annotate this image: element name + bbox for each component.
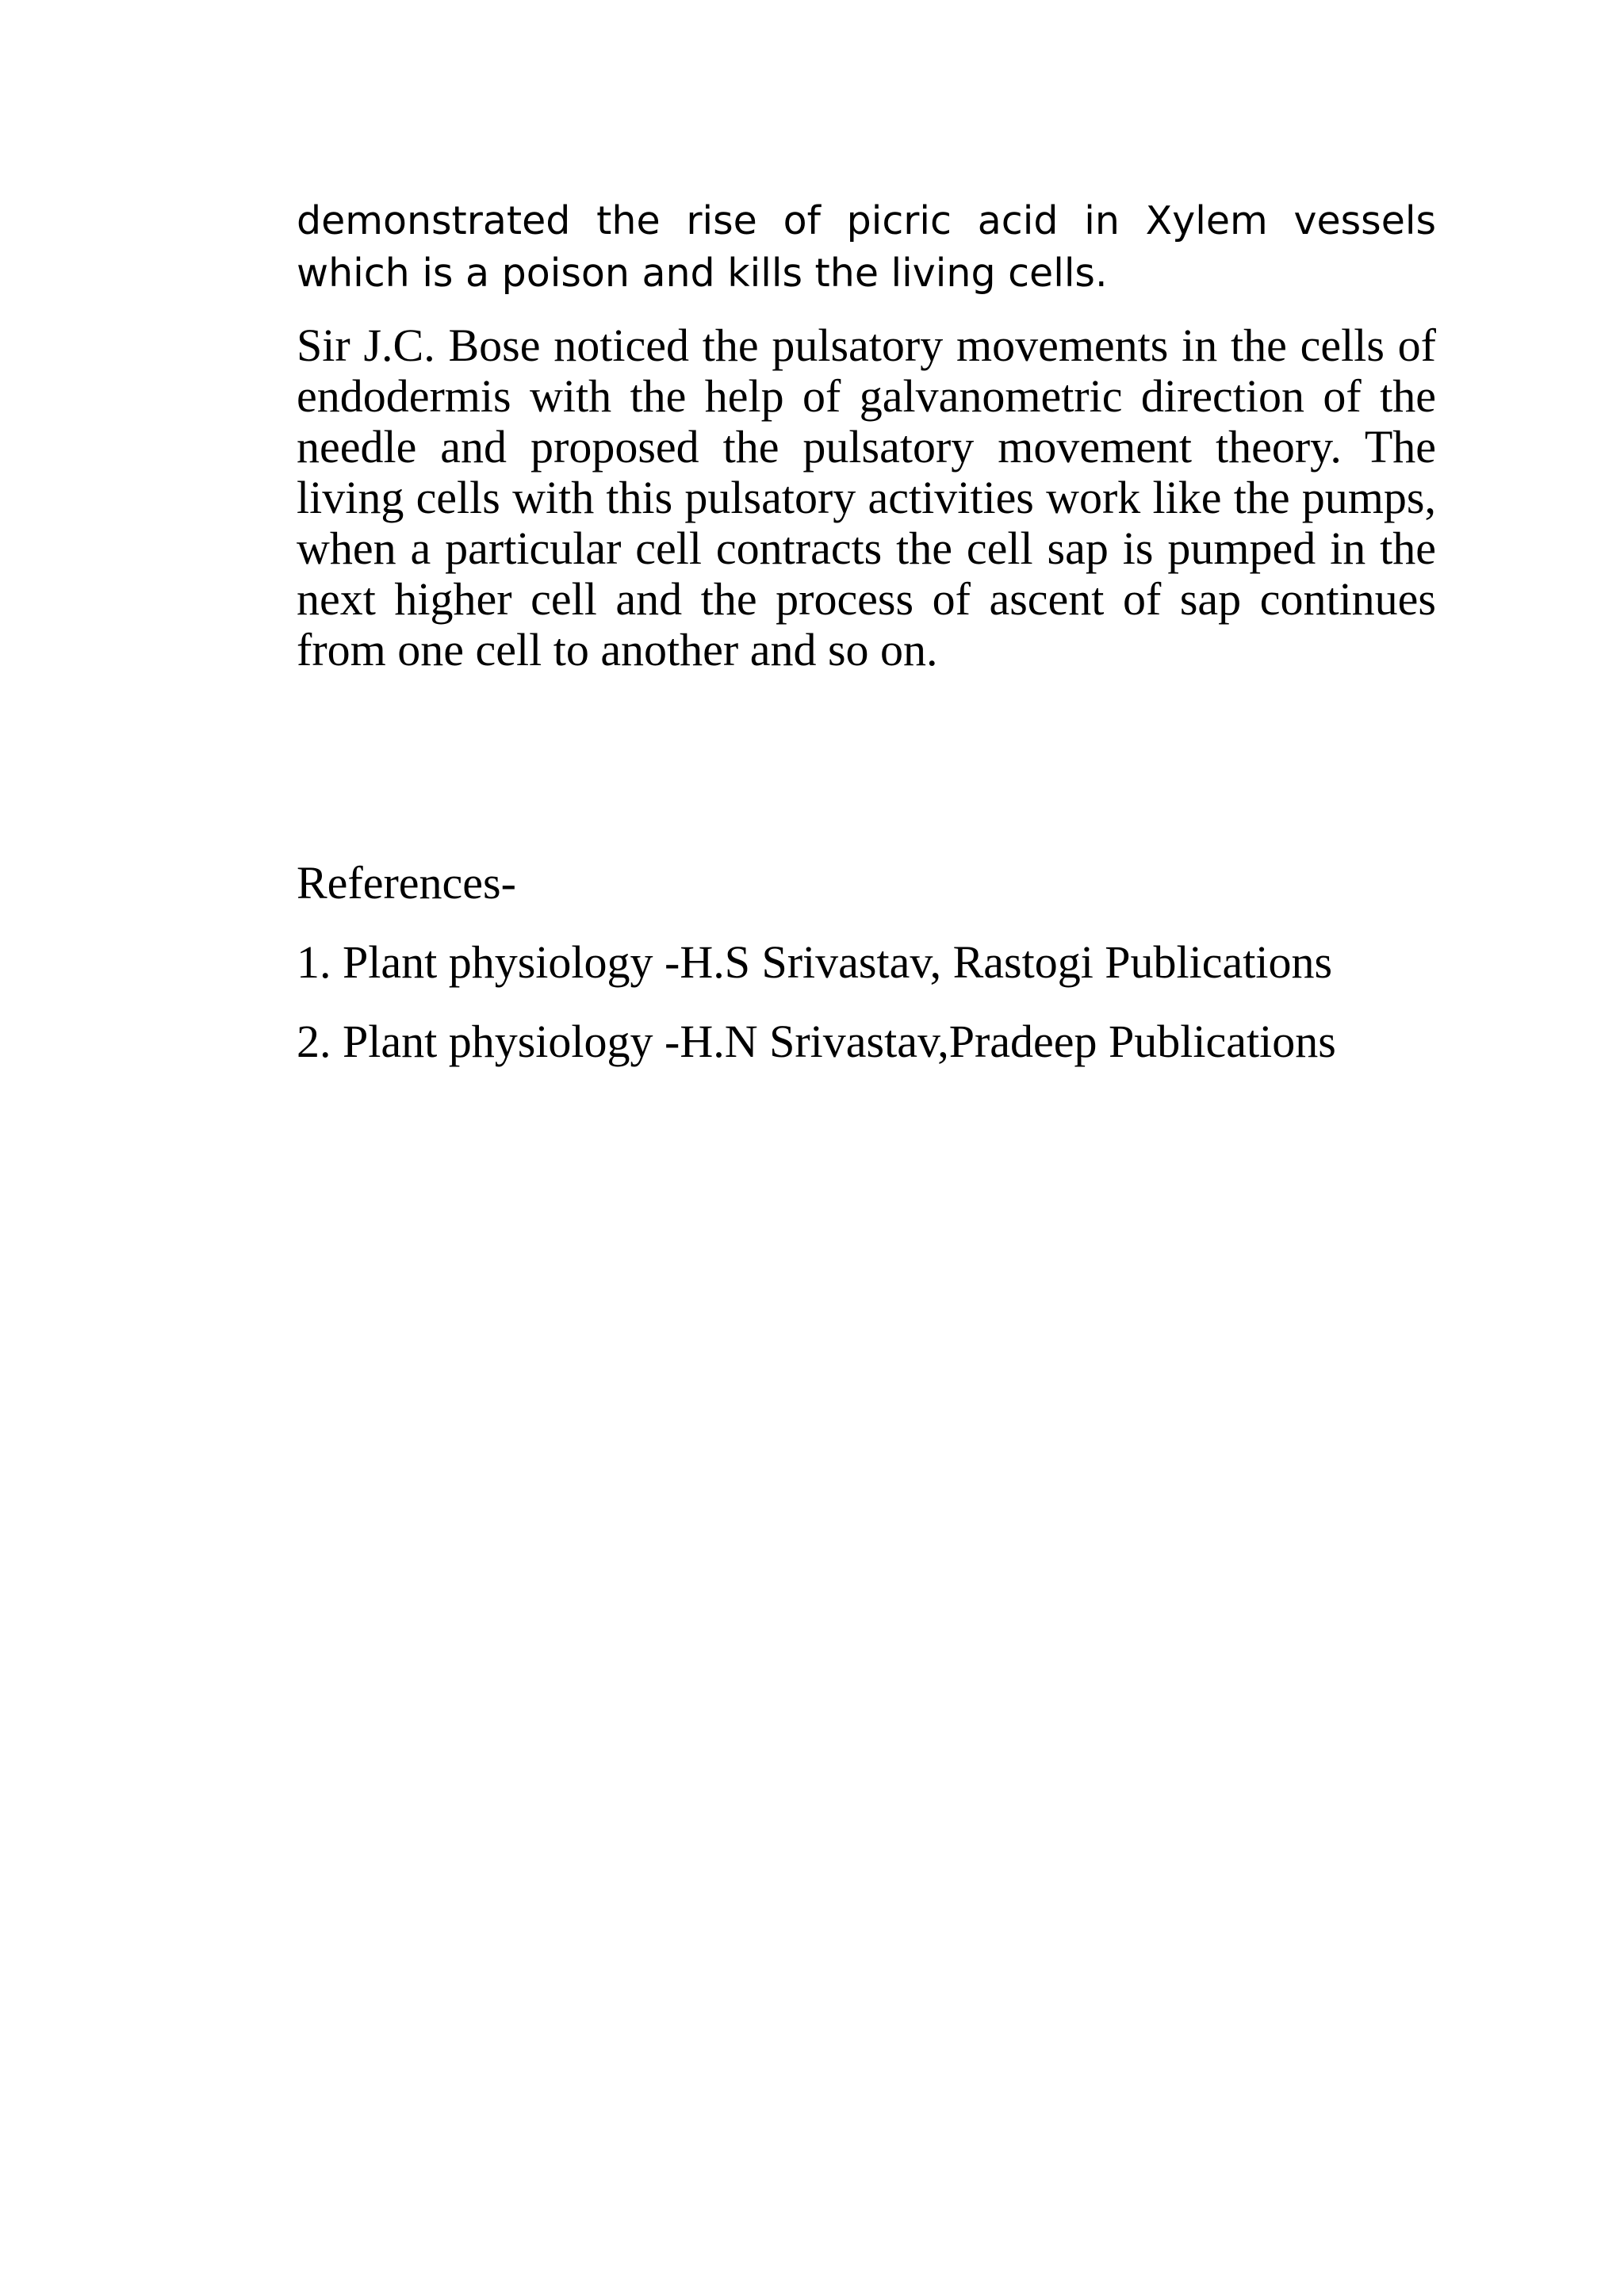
intro-paragraph: demonstrated the rise of picric acid in Xylem vessels which is a poison and kills the living cells.: [297, 198, 1436, 296]
page-content: [297, 195, 1436, 1096]
reference-item: 1. Plant physiology -H.S Srivastav, Rastogi Publications: [297, 936, 1333, 988]
bose-theory-paragraph: Sir J.C. Bose noticed the pulsatory movements in the cells of endodermis with the help of galvanometric direction of the needle and proposed the pulsatory movement theory. The living cells with this pulsatory activities work like the pumps, when a particular cell contracts the cell sap is pumped in the next higher cell and the process of ascent of sap continues from one cell to another and so on.: [297, 320, 1436, 675]
references-heading: References-: [297, 857, 516, 909]
references-list: [297, 937, 1436, 1067]
reference-item: 2. Plant physiology -H.N Srivastav,Pradeep Publications: [297, 1016, 1336, 1067]
references-section: [297, 858, 1436, 1067]
